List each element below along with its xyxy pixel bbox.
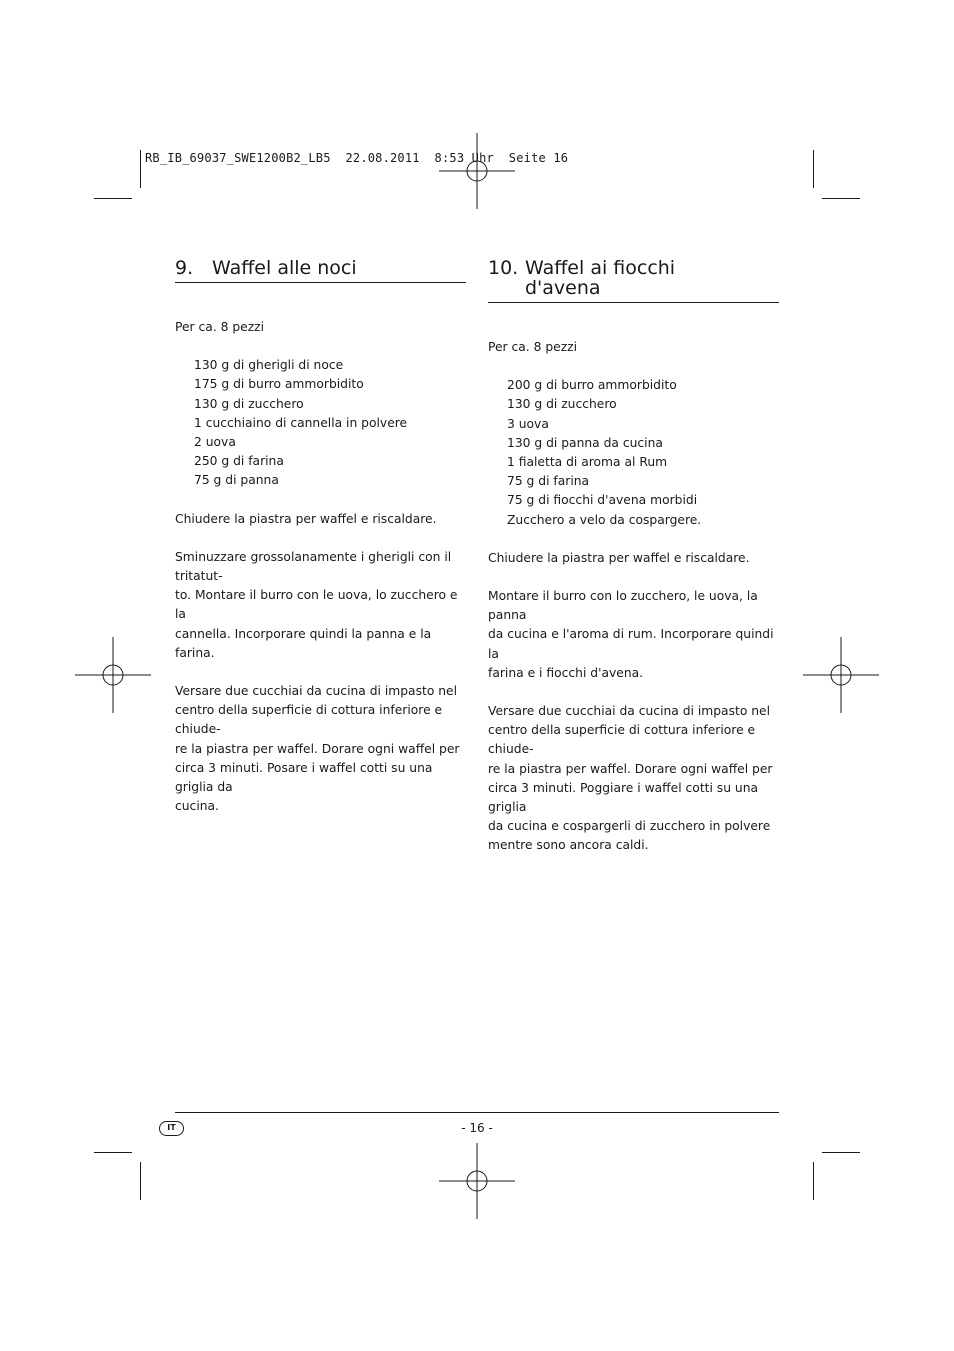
step-line: circa 3 minuti. Posare i waffel cotti su una griglia da: [175, 760, 433, 795]
step-line: circa 3 minuti. Poggiare i waffel cotti su una griglia: [488, 780, 759, 815]
ingredient-item: 75 g di fiocchi d'avena morbidi: [507, 493, 698, 508]
recipe-step: [488, 587, 779, 683]
registration-mark-icon: [803, 637, 879, 713]
step-line: da cucina e cospargerli di zucchero in polvere: [488, 819, 771, 834]
ingredient-item: 75 g di farina: [507, 474, 590, 489]
ingredient-list: [175, 356, 466, 490]
ingredient-item: 200 g di burro ammorbidito: [507, 378, 677, 393]
recipe-oat-waffles: [488, 250, 779, 856]
section-number: 9.: [175, 257, 194, 279]
section-title: Waffel alle noci: [212, 257, 357, 279]
crop-mark: [813, 1162, 814, 1200]
crop-mark: [140, 150, 141, 188]
step-line: Chiudere la piastra per waffel e riscaldare.: [488, 550, 750, 565]
crop-mark: [822, 198, 860, 199]
ingredient-item: 75 g di panna: [194, 473, 279, 488]
crop-mark: [140, 1162, 141, 1200]
ingredient-item: 175 g di burro ammorbidito: [194, 377, 364, 392]
registration-mark-icon: [439, 133, 515, 209]
crop-mark: [813, 150, 814, 188]
section-title-line: d'avena: [525, 277, 601, 299]
crop-mark: [94, 198, 132, 199]
section-title: [525, 258, 779, 298]
section-number: 10.: [488, 257, 519, 279]
step-line: Sminuzzare grossolanamente i gherigli con il tritatut-: [175, 549, 452, 584]
recipe-step: [175, 510, 466, 529]
step-line: da cucina e l'aroma di rum. Incorporare quindi la: [488, 627, 774, 661]
recipe-step: [175, 682, 466, 816]
language-badge: IT: [159, 1121, 184, 1136]
recipe-yield: Per ca. 8 pezzi: [175, 320, 265, 334]
step-line: to. Montare il burro con le uova, lo zucchero e la: [175, 588, 458, 622]
step-line: Versare due cucchiai da cucina di impasto nel: [175, 684, 458, 699]
registration-mark-icon: [439, 1143, 515, 1219]
ingredient-item: 250 g di farina: [194, 454, 284, 469]
step-line: centro della superficie di cottura inferiore e chiude-: [488, 723, 756, 757]
section-heading: [488, 258, 779, 303]
section-title-line: Waffel ai fiocchi: [525, 257, 676, 279]
step-line: cannella. Incorporare quindi la panna e la farina.: [175, 626, 432, 660]
step-line: re la piastra per waffel. Dorare ogni waffel per: [488, 761, 773, 776]
recipe-yield: Per ca. 8 pezzi: [488, 340, 578, 354]
print-slug: RB_IB_69037_SWE1200B2_LB5 22.08.2011 8:53 Uhr Seite 16: [145, 151, 569, 165]
recipe-walnut-waffles: [175, 250, 466, 816]
step-line: Versare due cucchiai da cucina di impasto nel: [488, 704, 771, 719]
page-number: - 16 -: [461, 1121, 493, 1135]
ingredient-item: Zucchero a velo da cospargere.: [507, 512, 702, 527]
recipe-step: [175, 548, 466, 663]
ingredient-item: 130 g di zucchero: [194, 396, 304, 411]
crop-mark: [94, 1152, 132, 1153]
recipe-step: [488, 549, 779, 568]
ingredient-item: 130 g di gherigli di noce: [194, 358, 344, 373]
recipe-step: [488, 702, 779, 856]
recipe-steps: [175, 510, 466, 817]
crop-mark: [822, 1152, 860, 1153]
step-line: cucina.: [175, 799, 219, 814]
ingredient-list: [488, 376, 779, 530]
step-line: farina e i fiocchi d'avena.: [488, 665, 644, 680]
step-line: Montare il burro con lo zucchero, le uova, la panna: [488, 589, 758, 623]
registration-mark-icon: [75, 637, 151, 713]
step-line: centro della superficie di cottura inferiore e chiude-: [175, 703, 443, 737]
step-line: Chiudere la piastra per waffel e riscaldare.: [175, 511, 437, 526]
footer-rule: [175, 1112, 779, 1113]
recipe-steps: [488, 549, 779, 856]
step-line: mentre sono ancora caldi.: [488, 838, 649, 853]
ingredient-item: 3 uova: [507, 416, 549, 431]
ingredient-item: 1 fialetta di aroma al Rum: [507, 455, 668, 470]
step-line: re la piastra per waffel. Dorare ogni waffel per: [175, 741, 460, 756]
ingredient-item: 1 cucchiaino di cannella in polvere: [194, 415, 408, 430]
ingredient-item: 130 g di panna da cucina: [507, 435, 663, 450]
ingredient-item: 2 uova: [194, 435, 236, 450]
section-heading: [175, 258, 466, 283]
ingredient-item: 130 g di zucchero: [507, 397, 617, 412]
